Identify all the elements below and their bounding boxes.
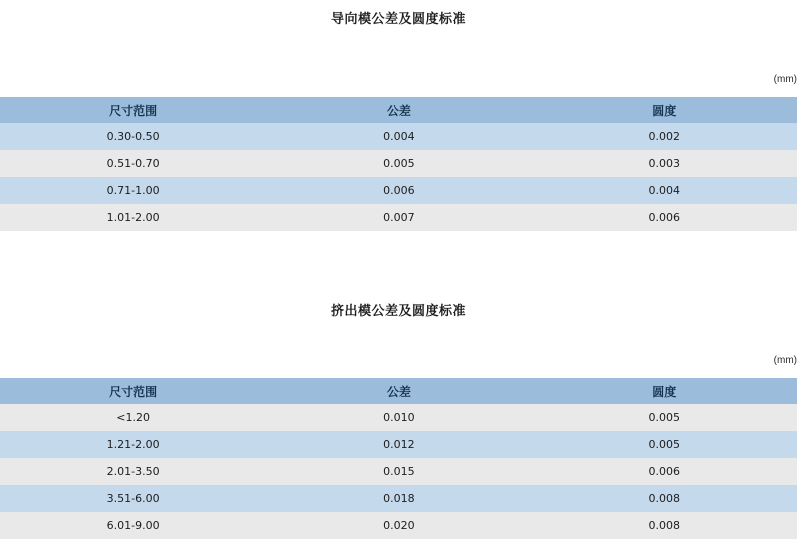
cell-size-range: 0.30-0.50	[0, 123, 266, 150]
table-wrapper-extrusion-die	[0, 378, 797, 539]
table-row	[0, 458, 797, 485]
column-header-size-range: 尺寸范围	[0, 97, 266, 123]
column-header-tolerance: 公差	[266, 378, 531, 404]
table-wrapper-guide-die	[0, 97, 797, 231]
cell-tolerance: 0.006	[266, 177, 531, 204]
cell-size-range: 1.21-2.00	[0, 431, 266, 458]
unit-label-guide-die: (mm)	[773, 74, 797, 85]
unit-label-extrusion-die: (mm)	[773, 355, 797, 366]
cell-size-range: 0.51-0.70	[0, 150, 266, 177]
spec-table-extrusion-die	[0, 378, 797, 539]
table-row	[0, 177, 797, 204]
table-row	[0, 431, 797, 458]
cell-size-range: 3.51-6.00	[0, 485, 266, 512]
table-row	[0, 512, 797, 539]
cell-roundness: 0.005	[532, 404, 797, 431]
cell-size-range: 1.01-2.00	[0, 204, 266, 231]
cell-roundness: 0.006	[532, 458, 797, 485]
cell-size-range: 0.71-1.00	[0, 177, 266, 204]
table-header-row	[0, 97, 797, 123]
spec-table-guide-die	[0, 97, 797, 231]
table-row	[0, 150, 797, 177]
cell-size-range: 2.01-3.50	[0, 458, 266, 485]
column-header-roundness: 圆度	[532, 378, 797, 404]
column-header-size-range: 尺寸范围	[0, 378, 266, 404]
cell-tolerance: 0.020	[266, 512, 531, 539]
cell-roundness: 0.004	[532, 177, 797, 204]
table-row	[0, 204, 797, 231]
cell-size-range: <1.20	[0, 404, 266, 431]
cell-roundness: 0.008	[532, 512, 797, 539]
cell-tolerance: 0.007	[266, 204, 531, 231]
cell-roundness: 0.005	[532, 431, 797, 458]
cell-tolerance: 0.004	[266, 123, 531, 150]
cell-roundness: 0.008	[532, 485, 797, 512]
cell-roundness: 0.002	[532, 123, 797, 150]
cell-roundness: 0.006	[532, 204, 797, 231]
column-header-roundness: 圆度	[532, 97, 797, 123]
section-title-extrusion-die: 挤出模公差及圆度标准	[330, 303, 466, 318]
table-row	[0, 404, 797, 431]
cell-size-range: 6.01-9.00	[0, 512, 266, 539]
cell-roundness: 0.003	[532, 150, 797, 177]
table-row	[0, 485, 797, 512]
table-header-row	[0, 378, 797, 404]
cell-tolerance: 0.010	[266, 404, 531, 431]
cell-tolerance: 0.005	[266, 150, 531, 177]
cell-tolerance: 0.018	[266, 485, 531, 512]
section-title-guide-die: 导向模公差及圆度标准	[330, 11, 466, 26]
cell-tolerance: 0.012	[266, 431, 531, 458]
table-row	[0, 123, 797, 150]
cell-tolerance: 0.015	[266, 458, 531, 485]
column-header-tolerance: 公差	[266, 97, 531, 123]
